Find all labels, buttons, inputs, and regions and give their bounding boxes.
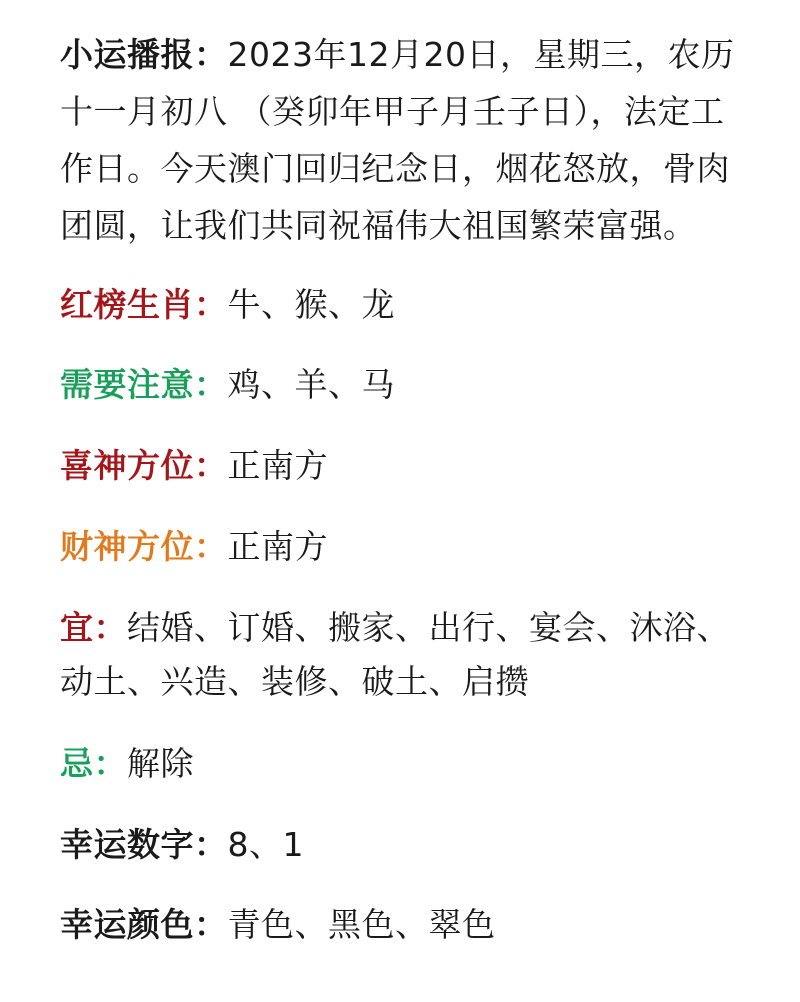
joy-god-direction-row	[60, 439, 742, 493]
intro-text: 2023年12月20日，星期三，农历十一月初八 （癸卯年甲子月壬子日），法定工作日。今天澳门回归纪念日，烟花怒放，骨肉团圆，让我们共同祝福伟大祖国繁荣富强。	[60, 35, 735, 245]
wealth-god-direction-value: 正南方	[227, 527, 328, 566]
intro-paragraph	[60, 26, 742, 254]
wealth-god-direction-row	[60, 520, 742, 574]
caution-zodiac-value: 鸡、羊、马	[227, 365, 395, 404]
avoid-activities-row	[60, 737, 742, 791]
avoid-activities-label: 忌：	[60, 744, 127, 783]
wealth-god-direction-label: 财神方位：	[60, 527, 228, 566]
intro-label: 小运播报：	[60, 35, 228, 74]
lucky-colors-label: 幸运颜色：	[60, 905, 228, 944]
joy-god-direction-value: 正南方	[227, 446, 328, 485]
caution-zodiac-label: 需要注意：	[60, 365, 228, 404]
caution-zodiac-row	[60, 358, 742, 412]
suitable-activities-row	[60, 601, 742, 709]
lucky-numbers-value: 8、1	[227, 825, 304, 864]
suitable-activities-value: 结婚、订婚、搬家、出行、宴会、沐浴、动土、兴造、装修、破土、启攒	[60, 608, 730, 701]
suitable-activities-label: 宜：	[60, 608, 127, 647]
lucky-zodiac-label: 红榜生肖：	[60, 285, 228, 324]
lucky-zodiac-value: 牛、猴、龙	[227, 285, 395, 324]
lucky-colors-value: 青色、黑色、翠色	[227, 905, 496, 944]
lucky-numbers-label: 幸运数字：	[60, 825, 228, 864]
joy-god-direction-label: 喜神方位：	[60, 446, 228, 485]
lucky-colors-row	[60, 898, 742, 952]
lucky-zodiac-row	[60, 278, 742, 332]
lucky-numbers-row	[60, 818, 742, 872]
avoid-activities-value: 解除	[127, 744, 194, 783]
